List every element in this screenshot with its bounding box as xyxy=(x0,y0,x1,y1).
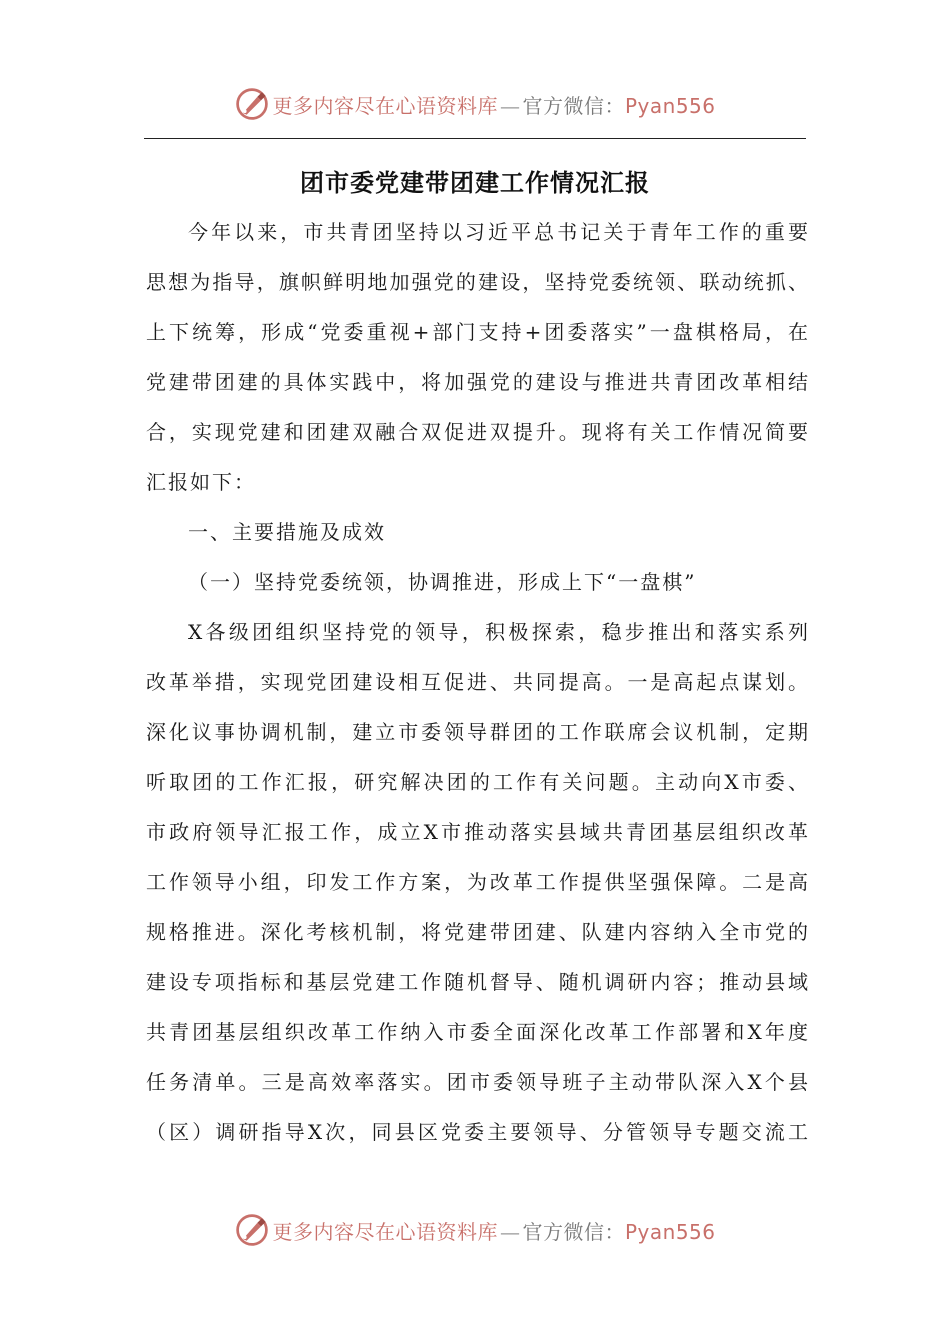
header-divider xyxy=(144,138,806,139)
page-title: 团市委党建带团建工作情况汇报 xyxy=(300,169,650,197)
document-body xyxy=(146,207,808,1157)
text-line: 听取团的工作汇报，研究解决团的工作有关问题。主动向X市委、 xyxy=(146,770,808,794)
header-banner xyxy=(0,84,950,124)
pen-nib-logo-icon xyxy=(234,1212,270,1248)
text-line: （区）调研指导X次，同县区党委主要领导、分管领导专题交流工 xyxy=(146,1120,808,1144)
text-line: 市政府领导汇报工作，成立X市推动落实县域共青团基层组织改革 xyxy=(146,820,808,844)
text-line: 工作领导小组，印发工作方案，为改革工作提供坚强保障。二是高 xyxy=(146,870,808,894)
text-line: 深化议事协调机制，建立市委领导群团的工作联席会议机制，定期 xyxy=(146,720,808,744)
pen-nib-logo-icon xyxy=(234,86,270,122)
text-line: 建设专项指标和基层党建工作随机督导、随机调研内容；推动县域 xyxy=(146,970,808,994)
footer-banner xyxy=(0,1210,950,1250)
subsection-heading: （一）坚持党委统领，协调推进，形成上下“一盘棋” xyxy=(188,570,697,594)
text-line: 合，实现党建和团建双融合双促进双提升。现将有关工作情况简要 xyxy=(146,420,808,444)
text-line: 汇报如下： xyxy=(146,470,256,494)
banner-wechat-label: 官方微信： xyxy=(522,93,625,118)
text-line: 规格推进。深化考核机制，将党建带团建、队建内容纳入全市党的 xyxy=(146,920,808,944)
text-line: 改革举措，实现党团建设相互促进、共同提高。一是高起点谋划。 xyxy=(146,670,808,694)
text-line: 思想为指导，旗帜鲜明地加强党的建设，坚持党委统领、联动统抓、 xyxy=(146,270,808,294)
banner-wechat-id: Pyan556 xyxy=(624,1219,716,1244)
text-line: 共青团基层组织改革工作纳入市委全面深化改革工作部署和X年度 xyxy=(146,1020,808,1044)
banner-separator: — xyxy=(499,93,521,118)
text-line: 上下统筹，形成“党委重视+部门支持+团委落实”一盘棋格局，在 xyxy=(146,320,808,344)
banner-wechat-label: 官方微信： xyxy=(522,1219,625,1244)
section-heading: 一、主要措施及成效 xyxy=(188,520,386,544)
banner-wechat-id: Pyan556 xyxy=(624,93,716,118)
banner-slogan: 更多内容尽在心语资料库 xyxy=(272,93,498,118)
text-line: 党建带团建的具体实践中，将加强党的建设与推进共青团改革相结 xyxy=(146,370,808,394)
banner-separator: — xyxy=(499,1219,521,1244)
text-line: X各级团组织坚持党的领导，积极探索，稳步推出和落实系列 xyxy=(188,620,808,644)
text-line: 今年以来，市共青团坚持以习近平总书记关于青年工作的重要 xyxy=(188,220,808,244)
text-line: 任务清单。三是高效率落实。团市委领导班子主动带队深入X个县 xyxy=(146,1070,808,1094)
banner-slogan: 更多内容尽在心语资料库 xyxy=(272,1219,498,1244)
